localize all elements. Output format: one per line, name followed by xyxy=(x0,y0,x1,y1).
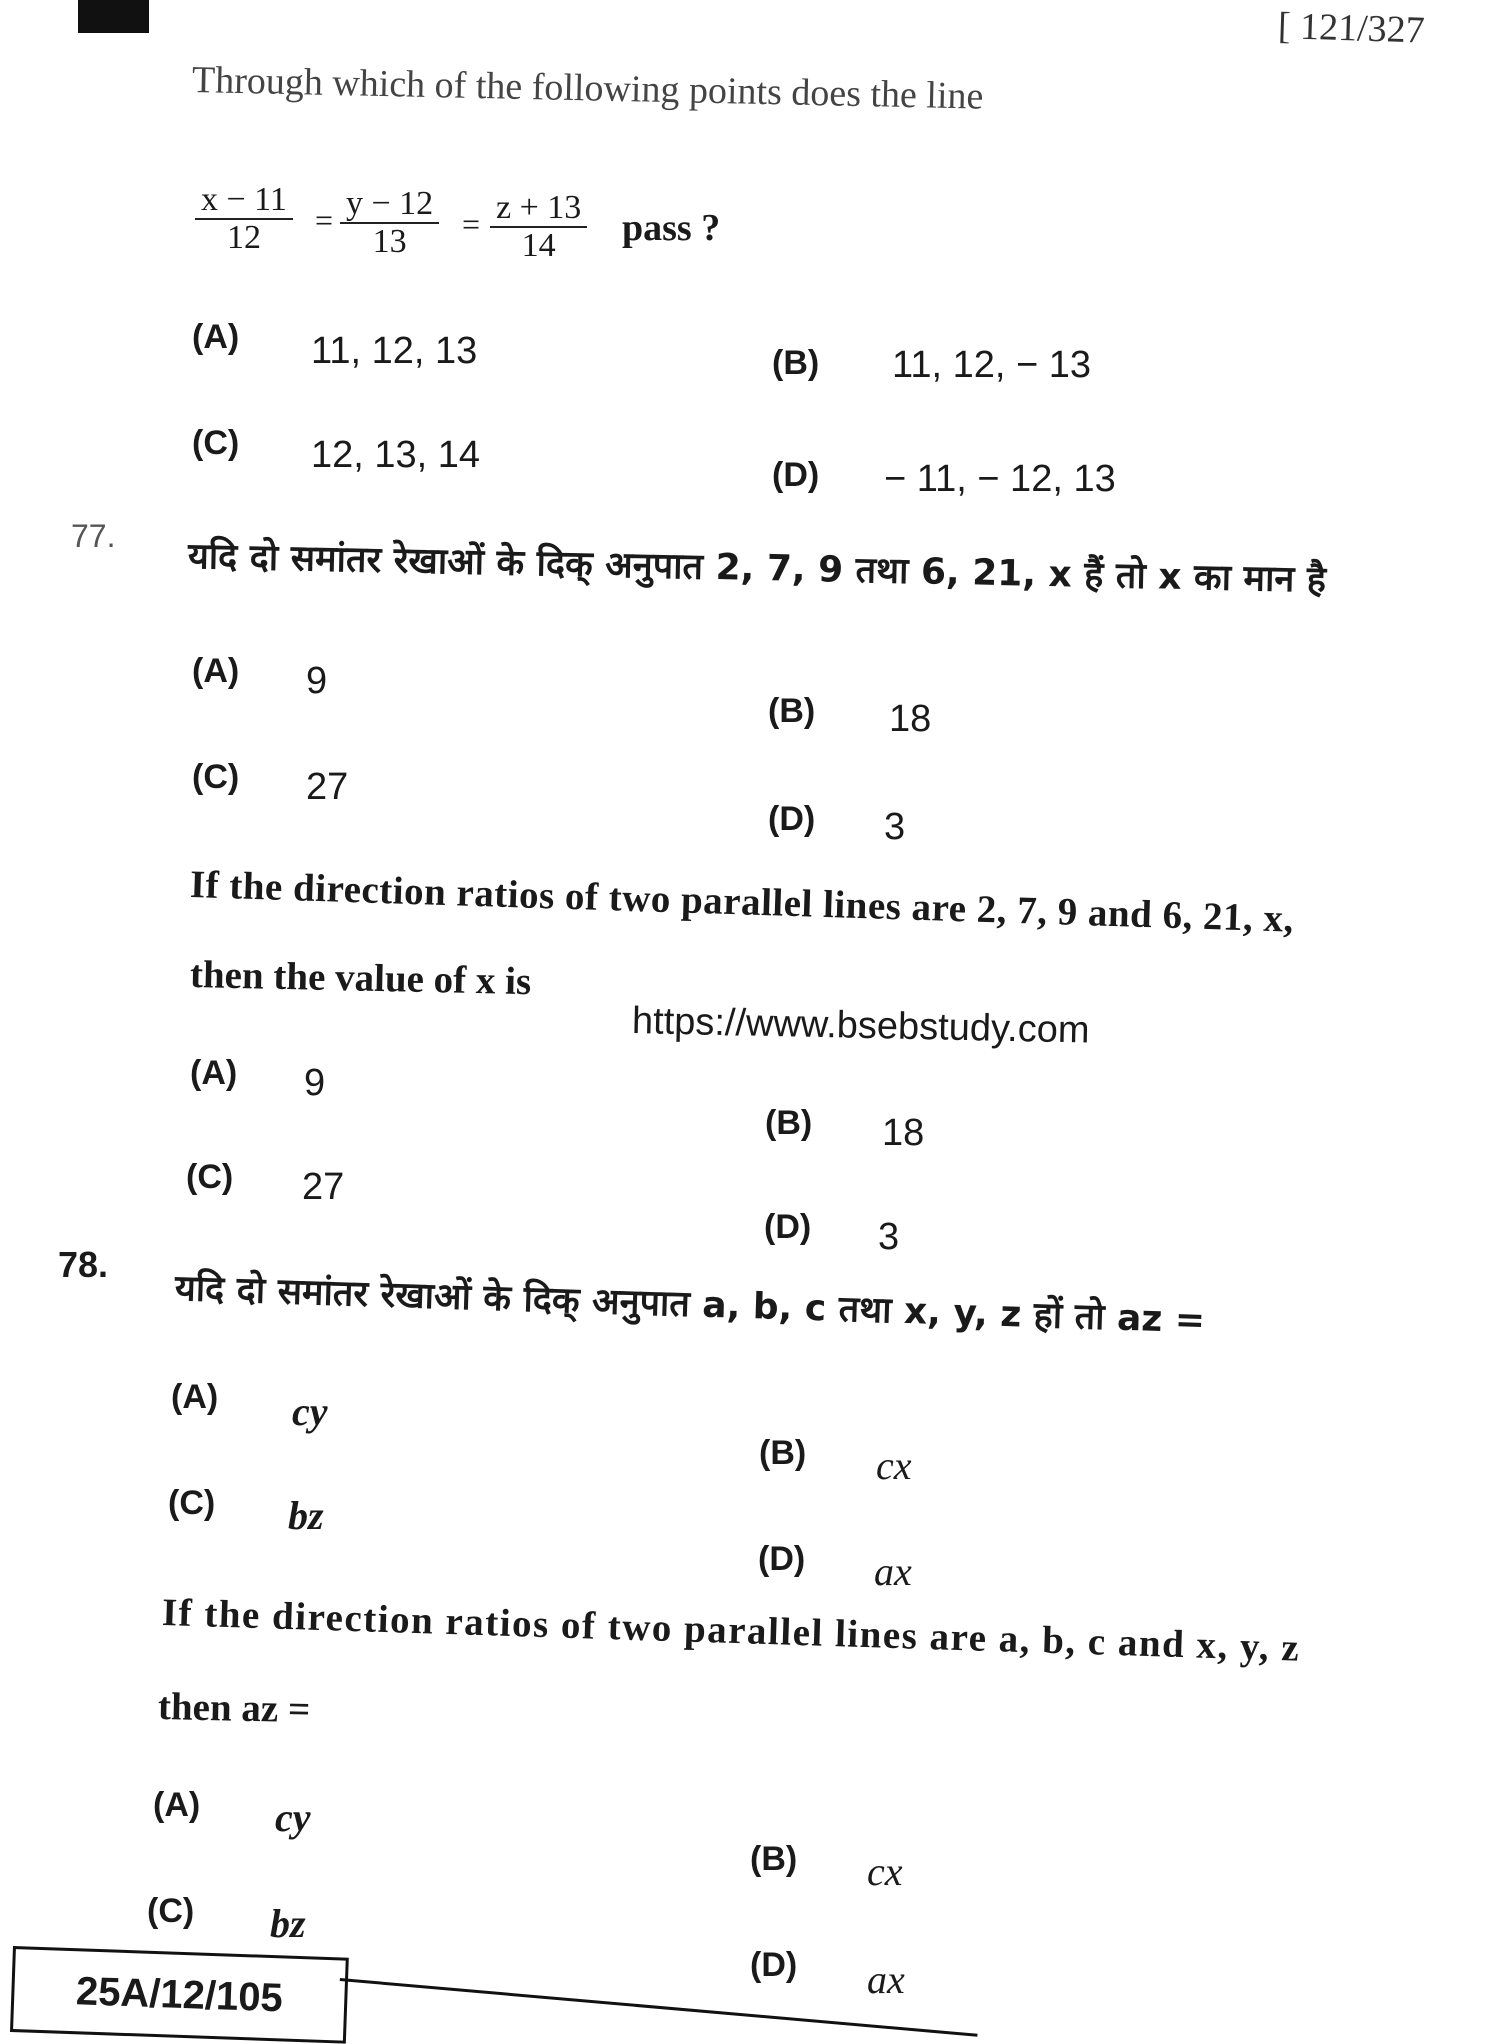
option-label: (A) xyxy=(190,1054,238,1092)
option-value: 11, 12, − 13 xyxy=(892,344,1091,386)
option-value: ax xyxy=(874,1549,912,1594)
option-label: (C) xyxy=(192,758,240,796)
fraction-2 xyxy=(340,186,439,259)
option-value: cy xyxy=(292,1389,328,1434)
option-label: (B) xyxy=(759,1434,807,1472)
option-label: (D) xyxy=(772,456,820,494)
option-value: 9 xyxy=(304,1062,326,1104)
option-value: 18 xyxy=(882,1112,925,1154)
question-number: 77. xyxy=(71,518,116,554)
equals: = xyxy=(462,206,481,242)
q78-english-line1: If the direction ratios of two parallel lines are a, b, c and x, y, z xyxy=(161,1591,1301,1670)
option-value: 3 xyxy=(884,806,906,848)
option-label: (C) xyxy=(192,424,240,462)
option-value: 27 xyxy=(302,1166,345,1208)
q76-question-text: Through which of the following points does the line xyxy=(191,59,984,118)
option-value: − 11, − 12, 13 xyxy=(884,458,1116,500)
fraction-1 xyxy=(195,182,293,255)
corner-mark xyxy=(78,0,149,33)
q78-hindi-text: यदि दो समांतर रेखाओं के दिक् अनुपात a, b, c तथा x, y, z हों तो az = xyxy=(174,1268,1206,1342)
option-label: (D) xyxy=(750,1946,798,1984)
option-label: (B) xyxy=(768,692,816,730)
option-value: 27 xyxy=(306,766,349,808)
q78-english-line2: then az = xyxy=(157,1685,311,1732)
q77-english-line2: then the value of x is xyxy=(189,953,532,1004)
option-value: ax xyxy=(867,1957,905,2002)
option-label: (C) xyxy=(147,1892,195,1930)
option-label: (A) xyxy=(171,1378,219,1416)
option-value: 3 xyxy=(878,1216,900,1258)
option-value: bz xyxy=(270,1901,306,1946)
numerator: y − 12 xyxy=(340,186,439,224)
option-value: 12, 13, 14 xyxy=(311,434,481,476)
option-label: (A) xyxy=(153,1786,201,1824)
option-label: (A) xyxy=(192,318,240,356)
paper-code-box xyxy=(10,1946,349,2044)
denominator: 14 xyxy=(521,226,556,264)
option-label: (A) xyxy=(192,652,240,690)
option-value: cy xyxy=(275,1795,311,1840)
question-number: 78. xyxy=(58,1244,109,1285)
option-label: (C) xyxy=(186,1158,234,1196)
option-value: bz xyxy=(288,1493,324,1538)
option-label: (B) xyxy=(765,1104,813,1142)
option-label: (D) xyxy=(758,1540,806,1578)
numerator: x − 11 xyxy=(195,182,293,220)
equation-suffix: pass ? xyxy=(622,207,721,249)
option-value: cx xyxy=(867,1849,903,1894)
option-value: 9 xyxy=(306,660,328,702)
watermark-url: https://www.bsebstudy.com xyxy=(631,1000,1090,1052)
q77-hindi-text: यदि दो समांतर रेखाओं के दिक् अनुपात 2, 7, 9 तथा 6, 21, x हैं तो x का मान है xyxy=(187,536,1327,601)
denominator: 12 xyxy=(226,218,261,256)
fraction-3 xyxy=(490,190,587,263)
option-label: (D) xyxy=(764,1208,812,1246)
option-label: (D) xyxy=(768,800,816,838)
option-label: (B) xyxy=(772,344,820,382)
page-marker: [ 121/327 xyxy=(1277,5,1426,52)
option-value: 11, 12, 13 xyxy=(311,330,478,372)
q77-english-line1: If the direction ratios of two parallel lines are 2, 7, 9 and 6, 21, x, xyxy=(189,863,1295,941)
paper-code: 25A/12/105 xyxy=(75,1968,284,2020)
equals: = xyxy=(315,202,334,238)
denominator: 13 xyxy=(372,222,407,260)
option-value: 18 xyxy=(889,698,932,740)
numerator: z + 13 xyxy=(490,190,587,228)
option-label: (B) xyxy=(750,1840,798,1878)
option-value: cx xyxy=(876,1443,912,1488)
option-label: (C) xyxy=(168,1484,216,1522)
